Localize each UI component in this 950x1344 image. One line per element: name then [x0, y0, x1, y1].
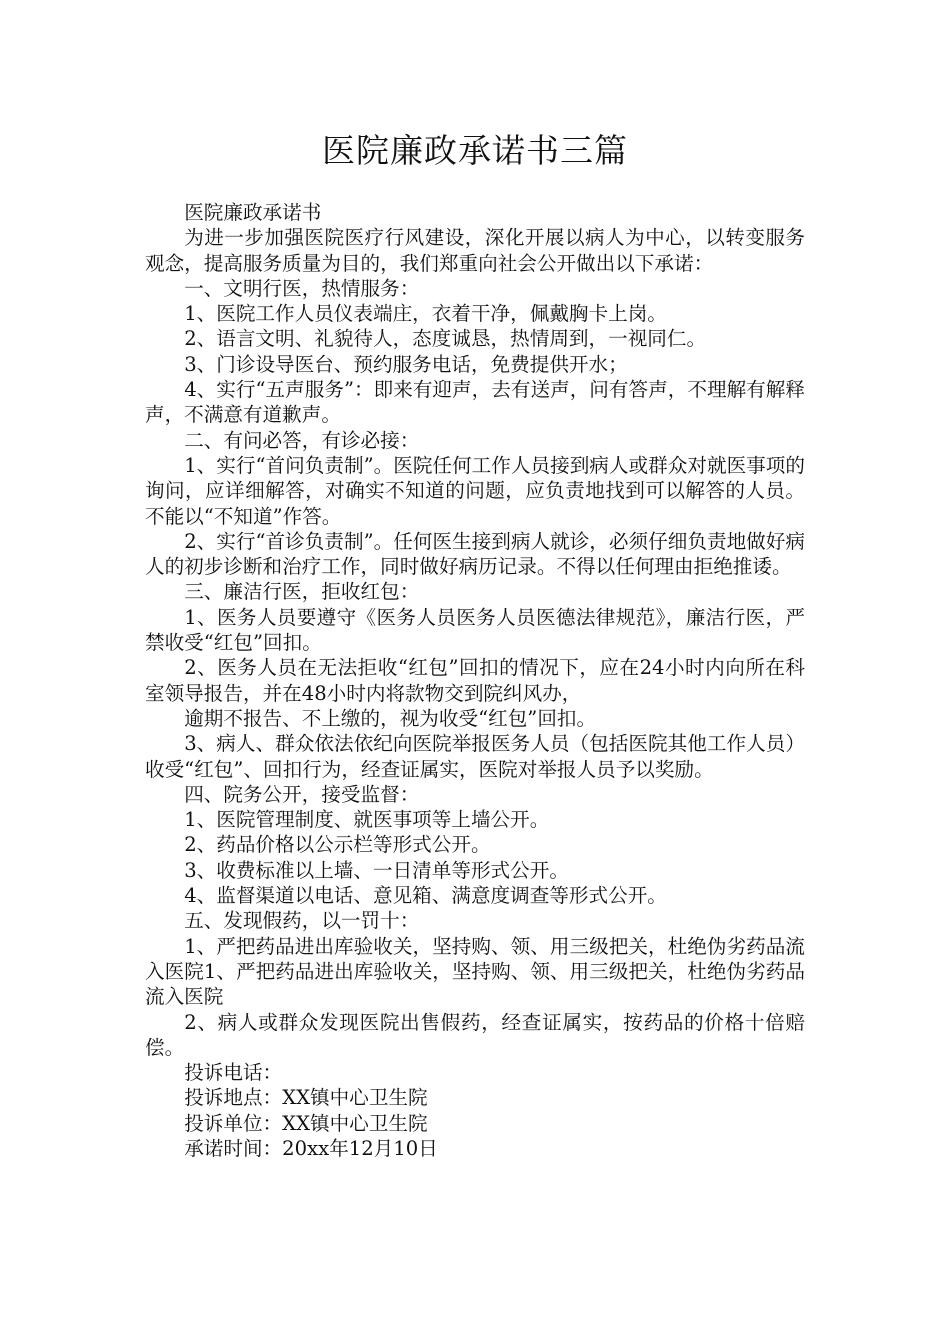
section-heading-2: 二、有问必答，有诊必接： — [184, 428, 420, 452]
paragraph: 2、药品价格以公示栏等形式公开。 — [184, 833, 491, 857]
complaint-location: 投诉地点：XX镇中心卫生院 — [184, 1086, 428, 1110]
pledge-date: 承诺时间：20xx年12月10日 — [184, 1136, 438, 1160]
paragraph: 1、医院管理制度、就医事项等上墙公开。 — [184, 808, 550, 832]
paragraph: 逾期不报告、不上缴的，视为收受“红包”回扣。 — [184, 706, 597, 730]
section-heading-1: 一、文明行医，热情服务： — [184, 276, 420, 300]
paragraph: 4、实行“五声服务”：即来有迎声，去有送声，问有答声，不理解有解释声，不满意有道歉声。 — [145, 378, 805, 427]
paragraph: 1、严把药品进出库验收关，坚持购、领、用三级把关，杜绝伪劣药品流入医院1、严把药品进出库验收关，坚持购、领、用三级把关，杜绝伪劣药品流入医院 — [145, 934, 805, 1009]
paragraph: 2、病人或群众发现医院出售假药，经查证属实，按药品的价格十倍赔偿。 — [145, 1010, 805, 1059]
paragraph: 2、实行“首诊负责制”。任何医生接到病人就诊，必须仔细负责地做好病人的初步诊断和治疗工作，同时做好病历记录。不得以任何理由拒绝推诿。 — [145, 529, 805, 579]
document-body — [145, 200, 805, 1161]
paragraph: 2、医务人员在无法拒收“红包”回扣的情况下，应在24小时内向所在科室领导报告，并在48小时内将款物交到院纠风办， — [145, 656, 805, 705]
paragraph: 1、实行“首问负责制”。医院任何工作人员接到病人或群众对就医事项的询问，应详细解答，对确实不知道的问题，应负责地找到可以解答的人员。不能以“不知道”作答。 — [145, 453, 805, 528]
paragraph: 1、医务人员要遵守《医务人员医务人员医德法律规范》，廉洁行医，严禁收受“红包”回扣。 — [145, 605, 805, 655]
section-heading-5: 五、发现假药，以一罚十： — [184, 909, 420, 933]
section-heading-4: 四、院务公开，接受监督： — [184, 782, 420, 806]
paragraph: 3、病人、群众依法依纪向医院举报医务人员（包括医院其他工作人员）收受“红包”、回扣行为，经查证属实，医院对举报人员予以奖励。 — [145, 732, 805, 781]
paragraph-heading: 医院廉政承诺书 — [184, 201, 322, 224]
complaint-phone: 投诉电话： — [184, 1061, 283, 1085]
paragraph: 2、语言文明、礼貌待人，态度诚恳，热情周到，一视同仁。 — [184, 327, 707, 351]
paragraph: 3、门诊设导医台、预约服务电话，免费提供开水； — [184, 352, 628, 376]
paragraph: 3、收费标准以上墙、一日清单等形式公开。 — [184, 858, 569, 882]
document-title: 医院廉政承诺书三篇 — [322, 131, 628, 170]
paragraph: 1、医院工作人员仪表端庄，衣着干净，佩戴胸卡上岗。 — [184, 302, 667, 326]
section-heading-3: 三、廉洁行医，拒收红包： — [184, 580, 420, 604]
complaint-unit: 投诉单位：XX镇中心卫生院 — [184, 1111, 428, 1135]
paragraph-intro: 为进一步加强医院医疗行风建设，深化开展以病人为中心，以转变服务观念，提高服务质量为目的，我们郑重向社会公开做出以下承诺： — [145, 226, 805, 275]
paragraph: 4、监督渠道以电话、意见箱、满意度调查等形式公开。 — [184, 884, 667, 908]
